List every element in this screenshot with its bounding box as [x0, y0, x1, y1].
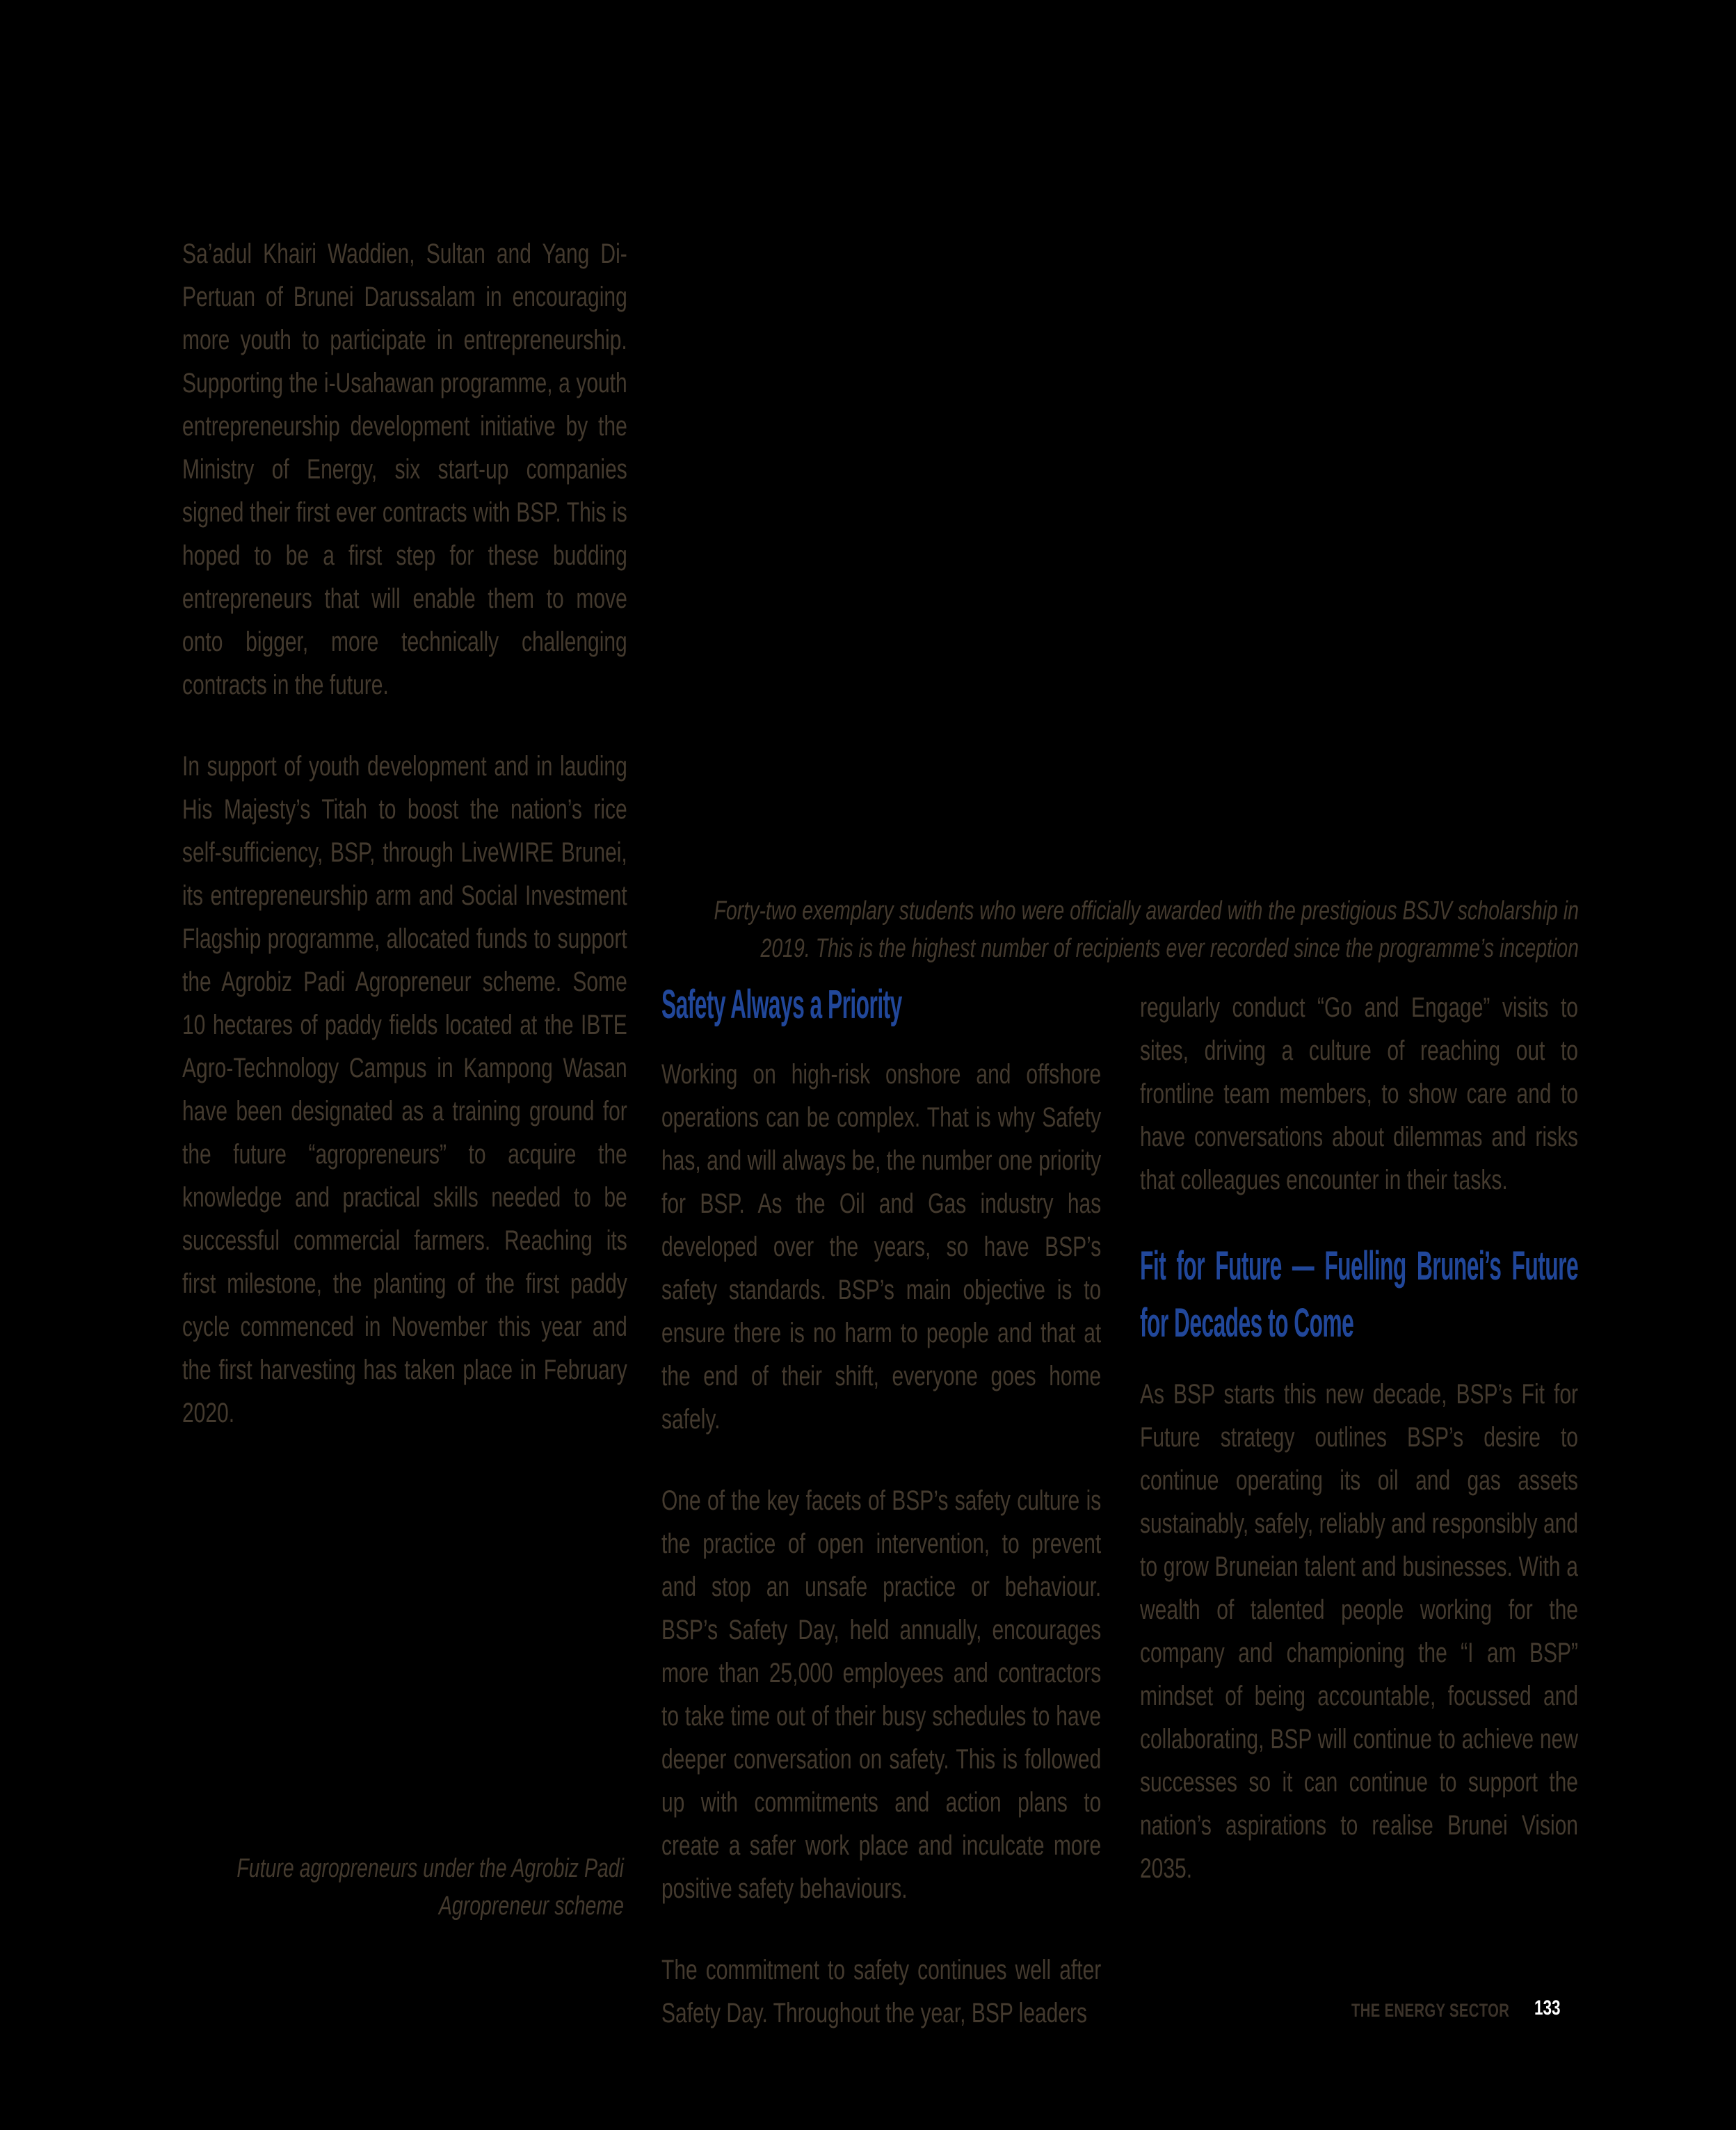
footer-section-label: THE ENERGY SECTOR: [1351, 2000, 1510, 2021]
left-paragraph-1: Sa’adul Khairi Waddien, Sultan and Yang Di-Pertuan of Brunei Darussalam in encouraging more youth to participate in entrepreneurship. Supporting the i-Usahawan programme, a youth entrepreneurship development initiative by the Ministry of Energy, six start-up companies signed their first ever contracts with BSP. This is hoped to be a first step for these budding entrepreneurs that will enable them to move onto bigger, more technically challenging contracts in the future.: [182, 239, 627, 700]
safety-paragraph-2: One of the key facets of BSP’s safety culture is the practice of open intervention, to prevent and stop an unsafe practice or behaviour. BSP’s Safety Day, held annually, encourages more than 25,000 employees and contractors to take time out of their busy schedules to have deeper conversation on safety. This is followed up with commitments and action plans to create a safer work place and inculcate more positive safety behaviours.: [661, 1485, 1102, 1904]
safety-section-heading: Safety Always a Priority: [661, 982, 902, 1027]
right-paragraph-2: As BSP starts this new decade, BSP’s Fit for Future strategy outlines BSP’s desire to continue operating its oil and gas assets sustainably, safely, reliably and responsibly and to grow Bruneian talent and businesses. With a wealth of talented people working for the company and championing the “I am BSP” mindset of being accountable, focussed and collaborating, BSP will continue to achieve new successes so it can continue to support the nation’s aspirations to realise Brunei Vision 2035.: [1140, 1379, 1578, 1884]
footer-page-number: 133: [1534, 1996, 1561, 2019]
scholarship-photo-caption: Forty-two exemplary students who were officially awarded with the prestigious BSJV scholarship in 2019. This is the highest number of recipients ever recorded since the programme’s inception: [714, 896, 1579, 963]
safety-paragraph-3: The commitment to safety continues well after Safety Day. Throughout the year, BSP leaders: [661, 1955, 1102, 2028]
left-column: [182, 232, 627, 1435]
right-column: [1140, 986, 1578, 1890]
scholarship-photo: [654, 229, 1641, 855]
agropreneur-photo: [182, 1384, 627, 1836]
safety-paragraph-1: Working on high-risk onshore and offshore operations can be complex. That is why Safety has, and will always be, the number one priority for BSP. As the Oil and Gas industry has developed over the years, so have BSP’s safety standards. BSP’s main objective is to ensure there is no harm to people and that at the end of their shift, everyone goes home safely.: [661, 1059, 1102, 1435]
agropreneur-photo-caption: Future agropreneurs under the Agrobiz Padi Agropreneur scheme: [236, 1854, 624, 1921]
middle-column: [661, 982, 1101, 2035]
fit-for-future-heading: Fit for Future — Fuelling Brunei’s Future for Decades to Come: [1140, 1243, 1579, 1346]
right-paragraph-1: regularly conduct “Go and Engage” visits to sites, driving a culture of reaching out to frontline team members, to show care and to have conversations about dilemmas and risks that colleagues encounter in their tasks.: [1140, 992, 1578, 1195]
left-paragraph-2: In support of youth development and in lauding His Majesty’s Titah to boost the nation’s rice self-sufficiency, BSP, through LiveWIRE Brunei, its entrepreneurship arm and Social Investment Flagship programme, allocated funds to support the Agrobiz Padi Agropreneur scheme. Some 10 hectares of paddy fields located at the IBTE Agro-Technology Campus in Kampong Wasan have been designated as a training ground for the future “agropreneurs” to acquire the knowledge and practical skills needed to be successful commercial farmers. Reaching its first milestone, the planting of the first paddy cycle commenced in November this year and the first harvesting has taken place in February 2020.: [182, 751, 627, 1428]
